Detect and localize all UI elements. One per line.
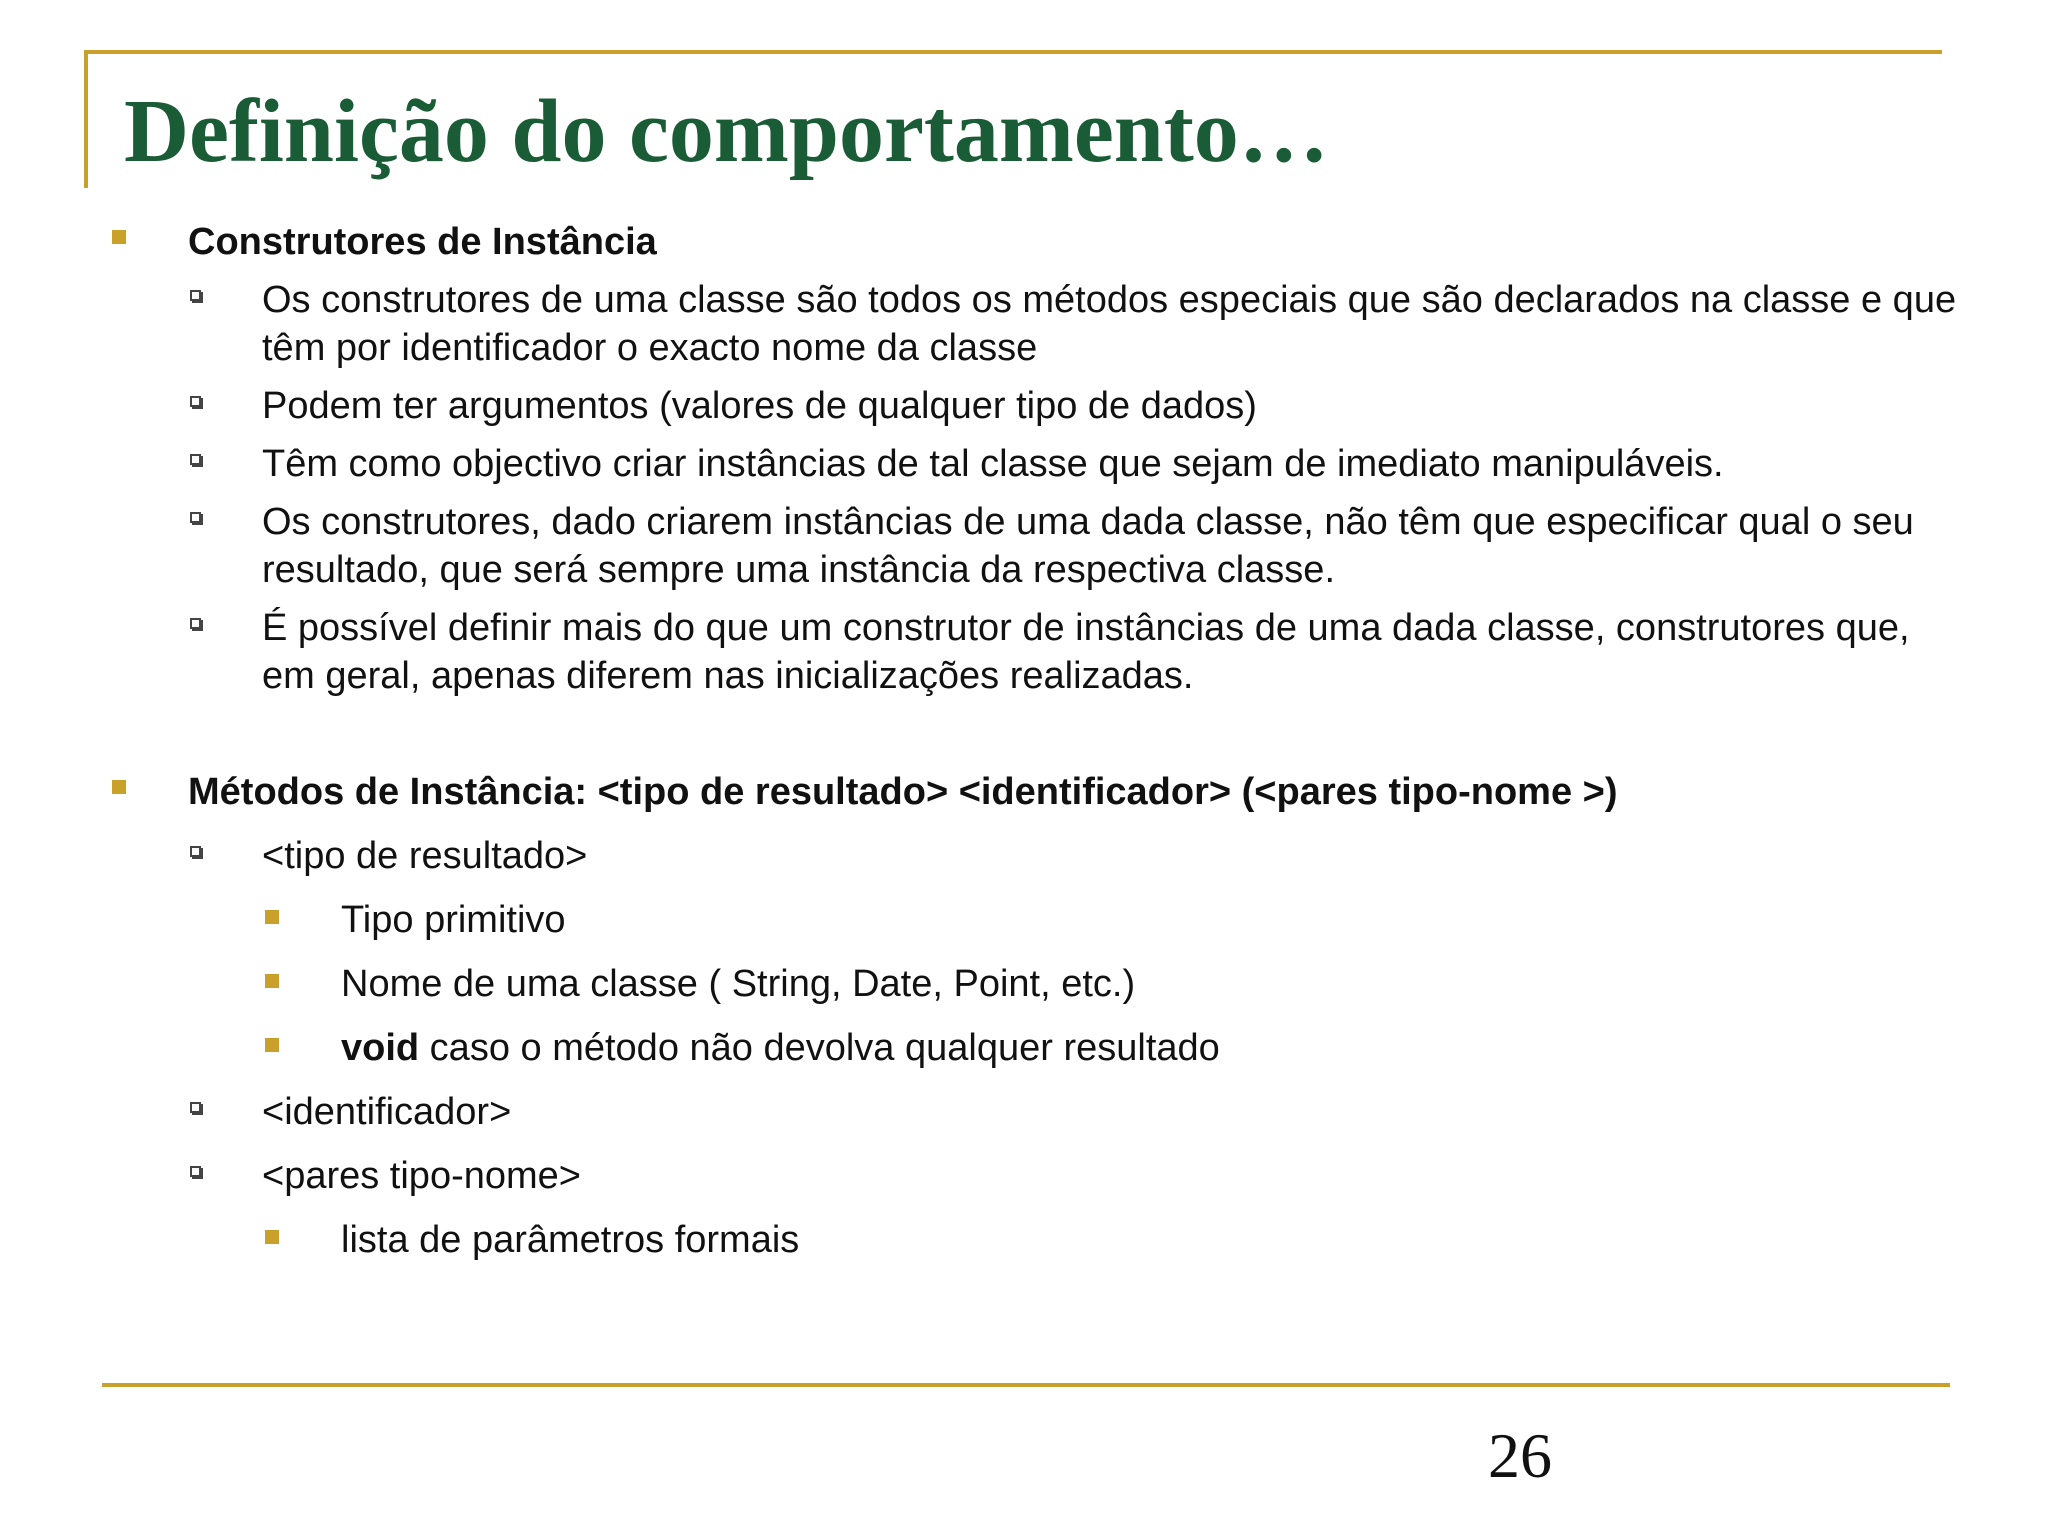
section-methods (188, 768, 1968, 816)
box-bullet-icon (190, 290, 201, 301)
list-item-text: <identificador> (262, 1091, 512, 1133)
sub-list-item-text: caso o método não devolva qualquer resultado (419, 1027, 1220, 1069)
slide-title: Definição do comportamento… (124, 82, 1329, 181)
list-item-pairs (262, 1152, 1962, 1200)
list-item-text: Os construtores, dado criarem instâncias de uma dada classe, não têm que especificar qual o seu resultado, que será sempre uma instância da respectiva classe. (262, 501, 1914, 591)
void-keyword: void (341, 1027, 420, 1069)
box-bullet-icon (190, 1102, 201, 1113)
list-item-text: Os construtores de uma classe são todos os métodos especiais que são declarados na classe e que têm por identificador o exacto nome da classe (262, 279, 1957, 369)
sub-list-item-text: lista de parâmetros formais (341, 1219, 800, 1261)
list-item-identifier (262, 1088, 1962, 1136)
list-item (262, 440, 1962, 488)
section-heading: Métodos de Instância: <tipo de resultado> <identificador> (<pares tipo-nome >) (188, 771, 1618, 813)
box-bullet-icon (190, 1166, 201, 1177)
list-item (262, 276, 1962, 372)
box-bullet-icon (190, 396, 201, 407)
sub-list-item (341, 960, 1941, 1008)
sub-list-item (341, 896, 1941, 944)
square-bullet-icon (265, 1230, 279, 1244)
box-bullet-icon (190, 618, 201, 629)
footer-divider-line (102, 1383, 1950, 1387)
sub-list-item-text: Tipo primitivo (341, 899, 566, 941)
list-item-text: <pares tipo-nome> (262, 1155, 581, 1197)
section-constructors (188, 218, 1968, 266)
square-bullet-icon (112, 780, 126, 794)
list-item-text: Podem ter argumentos (valores de qualquer tipo de dados) (262, 385, 1257, 427)
section-heading: Construtores de Instância (188, 221, 657, 263)
square-bullet-icon (265, 974, 279, 988)
list-item (262, 498, 1962, 594)
square-bullet-icon (265, 910, 279, 924)
box-bullet-icon (190, 454, 201, 465)
sub-list-item (341, 1216, 1941, 1264)
list-item-result-type (262, 832, 1962, 880)
list-item (262, 604, 1962, 700)
list-item-text: Têm como objectivo criar instâncias de tal classe que sejam de imediato manipuláveis. (262, 443, 1724, 485)
list-item (262, 382, 1962, 430)
sub-list-item (341, 1024, 1941, 1072)
sub-list-item-text: Nome de uma classe ( String, Date, Point, etc.) (341, 963, 1136, 1005)
square-bullet-icon (112, 230, 126, 244)
page-number: 26 (1488, 1420, 1552, 1491)
list-item-text: É possível definir mais do que um construtor de instâncias de uma dada classe, construtores que, em geral, apenas diferem nas inicializações realizadas. (262, 607, 1910, 697)
box-bullet-icon (190, 846, 201, 857)
list-item-text: <tipo de resultado> (262, 835, 588, 877)
box-bullet-icon (190, 512, 201, 523)
square-bullet-icon (265, 1038, 279, 1052)
